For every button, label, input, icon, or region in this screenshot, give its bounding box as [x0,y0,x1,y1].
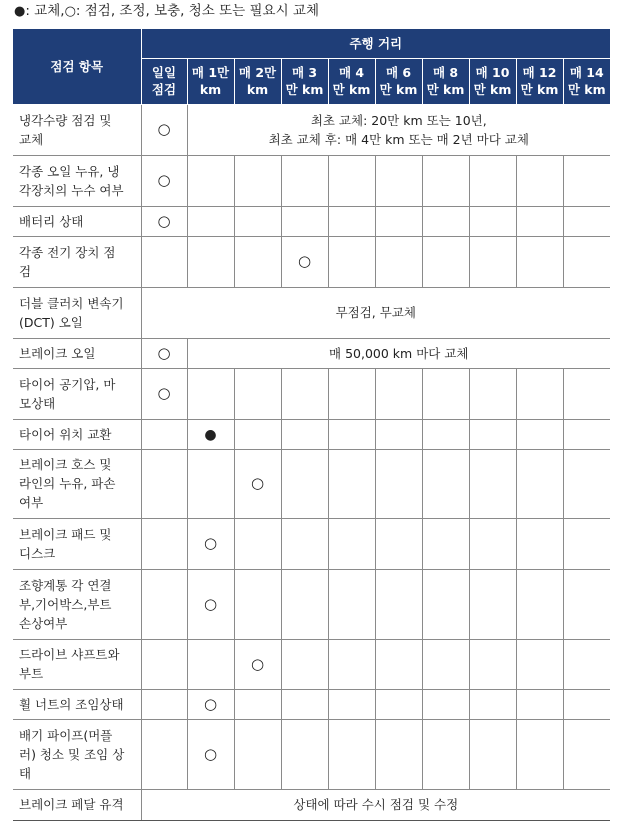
interval-cell [141,719,187,789]
interval-cell [281,518,328,569]
interval-cell [328,419,375,449]
header-interval-120k [516,58,563,104]
interval-cell [422,206,469,236]
interval-cell [328,639,375,689]
header-interval-line: 매 4 [338,65,365,80]
inspection-item-line: 브레이크 호스 및 [19,457,112,472]
interval-cell [422,639,469,689]
interval-cell [469,368,516,419]
interval-cell [187,518,234,569]
inspection-item [13,236,141,287]
table-row [13,719,610,789]
header-interval-line: 만 km [379,82,418,97]
inspection-item-line: 각장치의 누수 여부 [19,182,124,198]
header-interval-line: km [246,82,269,97]
interval-cell [469,518,516,569]
interval-cell [234,155,281,206]
inspection-item-line: 부트 [19,666,44,681]
interval-cell [469,236,516,287]
interval-cell [187,419,234,449]
header-interval-line: 매 6 [385,65,412,80]
interval-cell [141,689,187,719]
interval-cell [469,206,516,236]
inspection-item-line: (DCT) 오일 [19,314,83,330]
header-interval-80k [422,58,469,104]
inspection-item-line: 각종 오일 누유, 냉 [19,163,120,179]
interval-cell [375,569,422,639]
inspection-item [13,639,141,689]
header-interval-line: 매 8 [432,65,459,80]
interval-cell [187,569,234,639]
interval-cell [422,368,469,419]
interval-cell [141,449,187,518]
header-interval-10k [187,58,234,104]
interval-cell [141,338,187,368]
filled-circle-icon: ● [204,426,217,443]
interval-cell [234,689,281,719]
table-body [13,104,610,820]
inspection-item [13,368,141,419]
interval-cell [422,569,469,639]
header-interval-100k [469,58,516,104]
interval-cell [234,368,281,419]
inspection-item-line: 각종 전기 장치 점 [19,244,116,260]
interval-note [187,338,610,368]
table-row [13,236,610,287]
interval-cell [187,368,234,419]
interval-cell [328,236,375,287]
interval-cell [516,155,563,206]
interval-cell [375,368,422,419]
interval-cell [141,569,187,639]
interval-cell [328,569,375,639]
open-circle-icon: ○ [203,694,218,713]
open-circle-icon: ○ [297,252,312,270]
interval-cell [234,719,281,789]
table-row [13,104,610,155]
interval-cell [328,518,375,569]
interval-cell [563,419,610,449]
header-interval-20k [234,58,281,104]
table-row [13,569,610,639]
header-driving-distance: 주행 거리 [141,29,610,58]
open-circle-icon: ○ [64,4,76,19]
interval-cell [563,368,610,419]
interval-note [187,104,610,155]
interval-cell [563,689,610,719]
inspection-item-line: 부,기어박스,부트 [19,596,112,612]
open-circle-icon: ○ [203,534,218,552]
interval-cell [422,236,469,287]
inspection-item-line: 조향계통 각 연결 [19,577,112,593]
header-interval-40k [328,58,375,104]
interval-cell [422,518,469,569]
interval-cell [234,518,281,569]
inspection-item-line: 타이어 공기압, 마 [19,376,116,392]
header-interval-60k [375,58,422,104]
inspection-item-line: 브레이크 오일 [19,345,96,361]
interval-cell [375,449,422,518]
interval-cell [281,206,328,236]
interval-cell [563,569,610,639]
interval-cell [187,639,234,689]
interval-cell [469,639,516,689]
interval-cell [563,155,610,206]
open-circle-icon: ○ [157,120,171,138]
interval-cell [328,206,375,236]
interval-cell [563,449,610,518]
interval-cell [422,449,469,518]
interval-cell [375,689,422,719]
table-row [13,338,610,368]
interval-cell [281,449,328,518]
open-circle-icon: ○ [157,211,171,230]
interval-cell [516,569,563,639]
header-interval-line: 만 km [567,82,606,97]
table-row [13,155,610,206]
interval-cell [281,719,328,789]
interval-cell [516,639,563,689]
interval-cell [516,518,563,569]
header-interval-line: 매 14 [569,65,604,80]
header-interval-line: 만 km [332,82,371,97]
interval-cell [141,236,187,287]
interval-cell [187,719,234,789]
interval-cell [281,368,328,419]
interval-cell [281,569,328,639]
interval-cell [375,518,422,569]
interval-cell [516,719,563,789]
interval-cell [516,449,563,518]
interval-cell [375,155,422,206]
interval-cell [281,419,328,449]
inspection-item [13,338,141,368]
interval-cell [422,155,469,206]
inspection-item [13,449,141,518]
inspection-item-line: 교체 [19,131,44,147]
interval-cell [516,419,563,449]
table-row [13,689,610,719]
interval-cell [563,206,610,236]
interval-cell [516,368,563,419]
interval-cell [375,419,422,449]
interval-note-line: 무점검, 무교체 [335,305,416,320]
inspection-item [13,689,141,719]
interval-cell [516,236,563,287]
header-interval-line: km [199,82,222,97]
interval-cell [328,449,375,518]
interval-cell [328,155,375,206]
interval-cell [141,206,187,236]
inspection-item [13,287,141,338]
open-circle-icon: ○ [203,594,218,613]
inspection-item [13,419,141,449]
inspection-item-line: 태 [19,765,32,781]
interval-cell [141,104,187,155]
interval-cell [328,719,375,789]
open-circle-icon: ○ [250,474,265,492]
inspection-item [13,719,141,789]
interval-note [141,287,610,338]
interval-note-line: 상태에 따라 수시 점검 및 수정 [293,797,459,812]
inspection-item [13,789,141,820]
table-row [13,789,610,820]
inspection-item-line: 모상태 [19,395,56,411]
header-interval-line: 점검 [151,82,177,97]
interval-cell [141,518,187,569]
interval-cell [187,449,234,518]
interval-cell [375,639,422,689]
interval-cell [563,719,610,789]
table-row [13,419,610,449]
interval-cell [469,419,516,449]
interval-cell [375,206,422,236]
inspection-item-line: 배터리 상태 [19,213,84,229]
open-circle-icon: ○ [157,343,171,362]
inspection-item-line: 브레이크 페달 유격 [19,797,124,812]
inspection-item-line: 여부 [19,495,44,510]
header-interval-line: 매 2만 [238,65,277,80]
open-circle-icon: ○ [157,384,171,402]
inspection-item-line: 디스크 [19,545,56,561]
inspection-item [13,206,141,236]
header-interval-line: 일일 [151,65,177,80]
inspection-item [13,518,141,569]
interval-cell [563,518,610,569]
table-row [13,287,610,338]
header-interval-30k [281,58,328,104]
interval-cell [141,155,187,206]
inspection-item-line: 드라이브 샤프트와 [19,647,120,662]
table-row [13,449,610,518]
header-interval-line: 매 1만 [191,65,230,80]
maintenance-table [13,29,610,821]
interval-cell [281,639,328,689]
interval-cell [187,689,234,719]
filled-circle-icon: ● [14,4,26,19]
interval-cell [469,449,516,518]
inspection-item-line: 더블 클러치 변속기 [19,295,124,311]
header-interval-line: 매 3 [291,65,318,80]
interval-cell [516,689,563,719]
inspection-item-line: 검 [19,263,32,279]
inspection-item-line: 손상여부 [19,615,68,631]
interval-cell [234,569,281,639]
inspection-item [13,569,141,639]
interval-cell [141,639,187,689]
interval-cell [422,689,469,719]
legend [14,2,319,21]
inspection-item [13,104,141,155]
interval-cell [328,689,375,719]
inspection-item-line: 러) 청소 및 조임 상 [19,746,125,762]
legend-open-label: : 점검, 조정, 보충, 청소 또는 필요시 교체 [75,3,319,19]
legend-filled-label: : 교체, [25,3,65,19]
interval-cell [563,236,610,287]
interval-cell [422,419,469,449]
interval-note-line: 매 50,000 km 마다 교체 [329,345,469,361]
interval-cell [375,719,422,789]
header-interval-daily [141,58,187,104]
interval-cell [187,206,234,236]
header-inspection-item: 점검 항목 [13,29,141,104]
header-interval-line: 매 10 [475,65,510,80]
open-circle-icon: ○ [157,171,171,189]
interval-cell [563,639,610,689]
interval-note-line: 최초 교체: 20만 km 또는 10년, [310,112,487,128]
interval-cell [422,719,469,789]
interval-cell [187,236,234,287]
interval-cell [141,368,187,419]
interval-cell [281,689,328,719]
interval-cell [469,569,516,639]
interval-note [141,789,610,820]
inspection-item-line: 타이어 위치 교환 [19,426,112,442]
interval-note-line: 최초 교체 후: 매 4만 km 또는 매 2년 마다 교체 [268,131,529,147]
inspection-item-line: 브레이크 패드 및 [19,526,112,542]
inspection-item-line: 배기 파이프(머플 [19,727,113,743]
interval-cell [469,689,516,719]
header-interval-line: 만 km [285,82,324,97]
open-circle-icon: ○ [203,744,218,763]
interval-cell [281,236,328,287]
interval-cell [234,639,281,689]
table-row [13,368,610,419]
header-interval-line: 매 12 [522,65,557,80]
interval-cell [234,206,281,236]
interval-cell [234,236,281,287]
header-interval-line: 만 km [426,82,465,97]
header-interval-140k [563,58,610,104]
interval-cell [469,719,516,789]
interval-cell [234,419,281,449]
table-row [13,639,610,689]
interval-cell [141,419,187,449]
table-row [13,518,610,569]
table-row [13,206,610,236]
interval-cell [516,206,563,236]
interval-cell [469,155,516,206]
interval-cell [375,236,422,287]
header-interval-line: 만 km [473,82,512,97]
interval-cell [328,368,375,419]
inspection-item-line: 휠 너트의 조임상태 [19,696,124,712]
interval-cell [281,155,328,206]
open-circle-icon: ○ [250,654,265,673]
inspection-item-line: 라인의 누유, 파손 [19,476,116,491]
interval-cell [234,449,281,518]
interval-cell [187,155,234,206]
header-interval-line: 만 km [520,82,559,97]
inspection-item-line: 냉각수량 점검 및 [19,112,112,128]
inspection-item [13,155,141,206]
